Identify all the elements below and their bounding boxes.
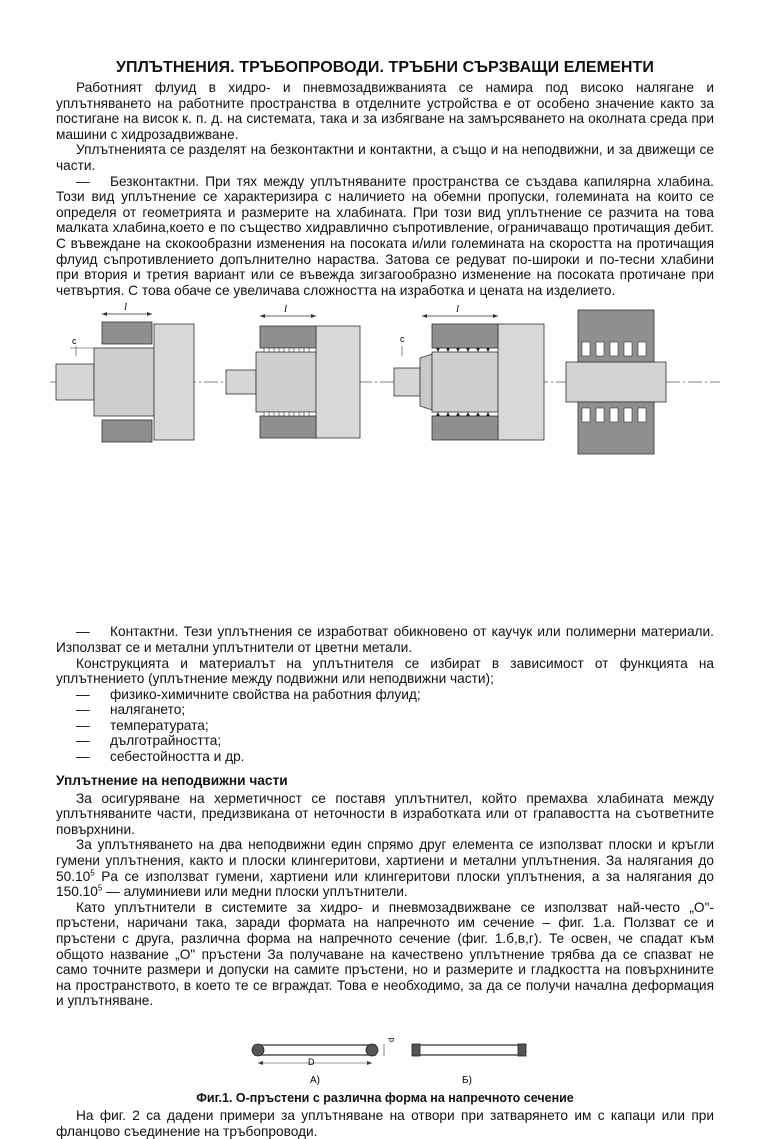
page-title: УПЛЪТНЕНИЯ. ТРЪБОПРОВОДИ. ТРЪБНИ СЪРЗВАЩИ ЕЛЕМЕНТИ (116, 59, 654, 76)
list-item-text: налягането; (110, 702, 186, 718)
list-item (56, 718, 714, 734)
section-heading: Уплътнение на неподвижни части (56, 772, 288, 788)
label-b: Б) (462, 1074, 472, 1086)
list-item-text: себестойността и др. (110, 749, 245, 765)
list-item (56, 749, 714, 765)
dim-l-label: l (456, 303, 460, 316)
static-paragraph-3: Като уплътнители в системите за хидро- и пневмозадвижване се използват най-често „O"-пръстени, наричани така, заради формата на напречното им сечение – фиг. 1.а. Ползват се и пръстени с друга, различна форма на напречното сечение (фиг. 1.б,в,г). Те освен, че спадат към общото название „O" пръстени За получаване на качествено уплътнение трябва да се спазват не само точните размери и допуски на самите пръстени, но и размерите и гладкостта на повърхнините на пространството, в което те се вграждат. Това е необходимо, за да се получи начална деформация и уплътняване. (56, 899, 714, 1009)
exponent: 5 (97, 883, 103, 893)
contact-paragraph (56, 624, 714, 655)
oring-b (412, 1044, 526, 1086)
exponent: 5 (90, 868, 95, 878)
list-item (56, 702, 714, 718)
oring-diagram (244, 1015, 534, 1089)
label-a: А) (310, 1074, 320, 1086)
static-text-b: Pa се използват гумени, хартиени или клингеритови плоски уплътнения, а за налягания до 150.10 (56, 868, 714, 900)
dim-l-label: l (124, 302, 128, 314)
dash-mark: — (76, 624, 90, 640)
contact-text: Контактни. Тези уплътнения се изработват обикновено от каучук или полимерни материали. Използват се и метални уплътнители от цветни метали. (56, 624, 714, 655)
dim-c-label: c (72, 336, 77, 347)
seal-variant-2 (226, 303, 360, 438)
static-text-a: За уплътняването на два неподвижни един спрямо друг елемента се използват плоски и кръгли гумени уплътнения, както и плоски клингеритови, хартиени и метални уплътнения. За налягания до 50.10 (56, 837, 714, 884)
list-item-text: температурата; (110, 717, 209, 733)
closing-paragraph: На фиг. 2 са дадени примери за уплътняване на отвори при затварянето им с капаци или при фланцово съединение на тръбопроводи. (56, 1107, 714, 1139)
document-page (56, 58, 714, 1139)
intro-paragraph-1: Работният флуид в хидро- и пневмозадвижванията се намира под високо налягане и уплътняването на работните пространства в отделните устройства е от особено значение както за постигане на висок к. п. д. на системата, така и за избягване на замърсяването на околната среда при машини с хидрозадвижване. (56, 80, 714, 142)
seal-variant-1 (56, 302, 194, 442)
seal-variant-4 (566, 310, 666, 454)
contactless-text: Безконтактни. При тях между уплътняваните пространства се създава капилярна хлабина. Този вид уплътнение се характеризира с наличието на обемни пропуски, големината на които се определя от геометрията и размерите на хлабината. При този вид уплътнение се разчита на това малката хлабина,което е по същество хидравлично съпротивление, ограничаващо протичащия дебит. С въвеждане на скокообразни изменения на посоката и/или големината на скоростта на протичащия флуид съпротивлението допълнително нараства. Затова се редуват по-широки и по-тесни хлабини при втория и третия вариант или се въвежда зигзагообразно изменение на посоката протичане при четвъртия. С това обаче се увеличава сложността на изработка и цената на изделието. (56, 173, 714, 298)
dash-mark: — (76, 717, 90, 733)
static-text-c: — алуминиеви или медни плоски уплътнители. (106, 884, 408, 900)
factors-list (56, 687, 714, 765)
oring-figure (56, 1015, 714, 1089)
static-paragraph-2 (56, 837, 714, 899)
static-paragraph-1: За осигуряване на херметичност се поставя уплътнител, който премахва хлабината между уплътняваните части, предизвикана от неточности в изработката или от грапавостта на съответните повърхнини. (56, 790, 714, 837)
dash-mark: — (76, 749, 90, 765)
list-item (56, 733, 714, 749)
dash-mark: — (76, 686, 90, 702)
contactless-paragraph (56, 174, 714, 299)
dash-mark: — (76, 702, 90, 718)
dim-D-label: D (308, 1056, 315, 1067)
construction-paragraph: Конструкцията и материалът на уплътнителя се избират в зависимост от функцията на уплътнението (уплътнение между подвижни или неподвижни части); (56, 655, 714, 687)
dash-mark: — (76, 173, 90, 189)
list-item-text: физико-химичните свойства на работния флуид; (110, 686, 421, 702)
seal-variant-3 (394, 303, 544, 440)
seal-figure (56, 302, 714, 618)
intro-paragraph-2: Уплътненията се разделят на безконтактни и контактни, а също и на неподвижни, и за движещи се части. (56, 142, 714, 173)
dash-mark: — (76, 733, 90, 749)
figure-caption: Фиг.1. О-пръстени с различна форма на напречното сечение (196, 1090, 574, 1105)
dim-c-label: c (400, 334, 405, 345)
dim-d-label: d (387, 1037, 396, 1042)
dim-l-label: l (284, 303, 288, 316)
list-item-text: дълготрайността; (110, 733, 222, 749)
list-item (56, 687, 714, 703)
seal-diagrams (50, 302, 720, 618)
oring-a (252, 1038, 396, 1086)
